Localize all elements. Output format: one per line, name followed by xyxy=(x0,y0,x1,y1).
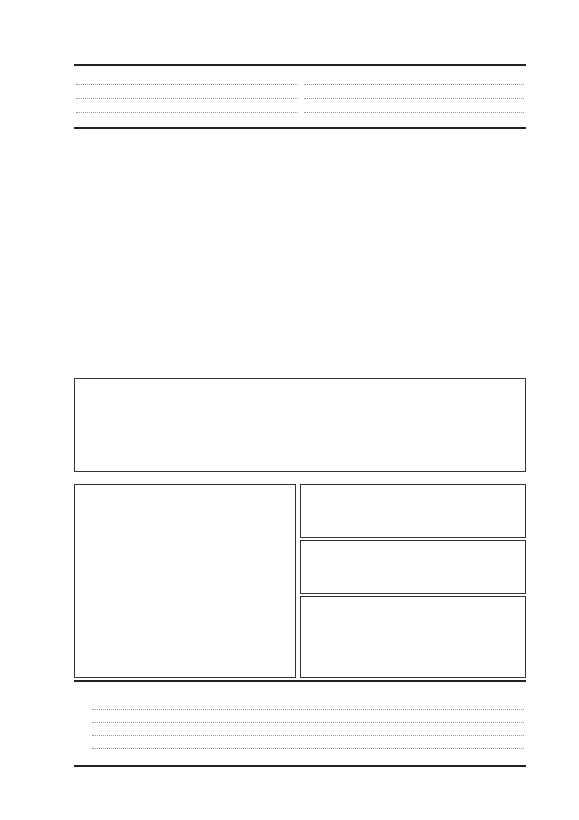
footer-rule xyxy=(74,765,526,767)
saturation-chart xyxy=(75,500,293,672)
air-box xyxy=(300,484,526,538)
comment-divider xyxy=(92,709,524,710)
diving-info-box xyxy=(74,378,526,472)
comment-divider xyxy=(92,722,524,723)
dive-profile-chart xyxy=(74,144,534,380)
row-divider xyxy=(304,98,524,99)
comment-top-rule xyxy=(74,680,526,682)
row-divider xyxy=(76,98,298,99)
gear-box xyxy=(300,596,526,678)
row-divider xyxy=(304,84,524,85)
row-divider xyxy=(76,112,298,113)
info-rule xyxy=(74,127,526,129)
row-divider xyxy=(76,84,298,85)
header-rule xyxy=(74,64,526,66)
warnings-box xyxy=(300,540,526,594)
comment-divider xyxy=(92,748,524,749)
comment-divider xyxy=(92,735,524,736)
row-divider xyxy=(304,112,524,113)
